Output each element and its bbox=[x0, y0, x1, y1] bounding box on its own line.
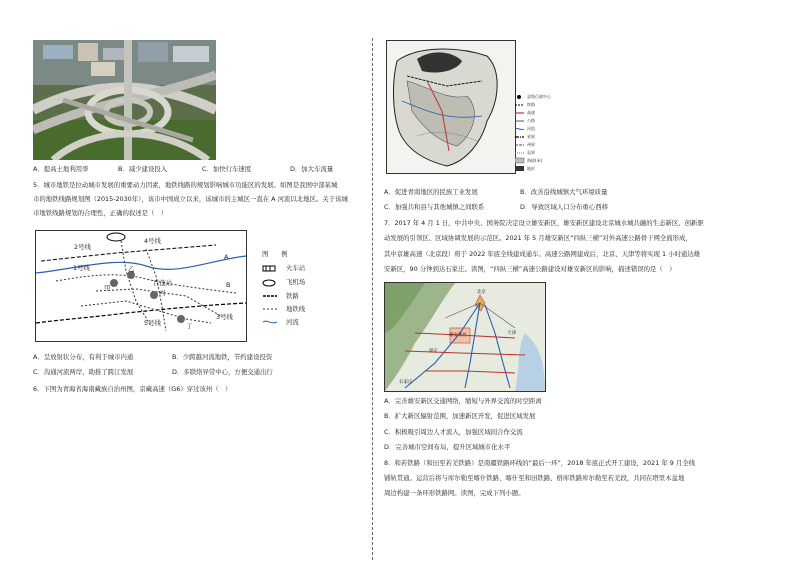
q4-option-b: B．减少建设投入 bbox=[118, 165, 168, 173]
qh-legend-county: 县级行政中心 bbox=[527, 94, 551, 99]
qh-legend-road: 公路 bbox=[527, 118, 535, 123]
metro-label-river-a: A bbox=[224, 253, 229, 261]
highway-interchange-photo bbox=[33, 40, 216, 160]
q7-option-d: D．完善城市空间布局，提升区域城市化水平 bbox=[384, 443, 511, 451]
xa-label-beijing: 北京 bbox=[477, 290, 486, 295]
xa-label-shijiazhuang: 石家庄 bbox=[399, 380, 413, 385]
q5-line-1: 5．城市地铁是拉动城市发展的重要动力因素，地铁线路的规划影响城市功能区的发展。如图是我国中部某城 bbox=[33, 181, 338, 189]
q4-option-d: D．加大车流量 bbox=[290, 165, 334, 173]
q6-stem: 6．下图为青海省海南藏族自治州图，京藏高速（G6）穿过该州（ ） bbox=[33, 385, 232, 393]
qh-legend-elevation: 海拔(米) bbox=[527, 158, 543, 163]
metro-label-bing: 丙 bbox=[159, 289, 166, 297]
q6-option-a: A．促进青南地区的民族工业发展 bbox=[384, 188, 478, 196]
legend-railway-station: 火车站 bbox=[286, 264, 306, 272]
metro-label-station: 百蓬站 bbox=[153, 279, 173, 287]
qh-legend-prefecture-border: 州界 bbox=[527, 142, 535, 147]
q7-line-4: 安新区，90 分钟到达石家庄。读图，“四纵三横”高速公路建设对雄安新区的影响，描述错误的是（ ） bbox=[384, 265, 676, 273]
q6-option-c: C．加强共和县与其他城镇之间联系 bbox=[384, 203, 485, 211]
q8-line-3: 周边构建一条环形铁路网。读图，完成下列小题。 bbox=[384, 489, 525, 497]
xa-label-xiongan: 雄安新区 bbox=[449, 333, 467, 338]
metro-map bbox=[35, 230, 247, 342]
q5-line-2: 市的地铁线路规划图（2015-2030年），该市中国成立以来，该城市的主城区一直在 A 河流以北地区。关于该城 bbox=[33, 195, 348, 203]
q7-option-b: B．扩大新区辐射范围，加速新区开发，促进区域发展 bbox=[384, 412, 536, 420]
metro-label-line1: 1号线 bbox=[73, 264, 90, 272]
metro-label-line2: 2号线 bbox=[74, 243, 91, 251]
legend-airport: 飞机场 bbox=[286, 278, 306, 286]
qinghai-map bbox=[386, 40, 516, 174]
legend-metro-line: 地铁线 bbox=[286, 305, 306, 313]
metro-label-b: B bbox=[226, 281, 231, 289]
xiongan-map bbox=[384, 282, 546, 392]
legend-river: 河流 bbox=[286, 318, 299, 326]
xa-label-baoding: 保定 bbox=[429, 349, 438, 354]
metro-label-jia: 甲 bbox=[104, 284, 111, 292]
qinghai-legend bbox=[515, 94, 567, 172]
q7-option-c: C．积极吸引周边人才流入，加强区域间合作交流 bbox=[384, 428, 523, 436]
column-divider bbox=[372, 38, 373, 560]
qh-legend-province-border: 省界 bbox=[527, 134, 535, 139]
q5-line-3: 市地铁线路规划的合理性，正确的叙述是（ ） bbox=[33, 209, 168, 217]
q5-option-b: B．少跨越河流地铁，节约建设投资 bbox=[172, 353, 273, 361]
q6-option-d: D．导致区域人口分布重心西移 bbox=[520, 203, 608, 211]
xa-label-tianjin: 天津 bbox=[507, 331, 516, 336]
qh-legend-county-border: 县界 bbox=[527, 150, 535, 155]
legend-title: 图 例 bbox=[262, 250, 288, 258]
q8-line-2: 铺轨贯通。运营后将与库尔勒至喀什铁路、喀什至和田铁路、格库铁路库尔勒至若羌段，共同在塔里木盆地 bbox=[384, 474, 685, 482]
q7-line-2: 动发展的引领区、区域协调发展的示范区。2021 年 5 月雄安新区“四纵三横”对外高速公路骨干网全面形成， bbox=[384, 234, 692, 242]
qh-legend-terrain: 地形 bbox=[527, 166, 535, 171]
metro-legend bbox=[262, 250, 342, 330]
metro-label-line3: 3号线 bbox=[216, 313, 233, 321]
metro-label-yi: 乙 bbox=[128, 265, 135, 273]
metro-label-line4: 4号线 bbox=[144, 237, 161, 245]
metro-label-line5: 5号线 bbox=[144, 319, 161, 327]
q8-line-1: 8．和若铁路（和田至若羌铁路）是南疆铁路环线的“最后一环”，2018 年底正式开工建设，2021 年 9 月全线 bbox=[384, 459, 696, 467]
q5-option-d: D．多联络异常中心，方便交通出行 bbox=[172, 368, 273, 376]
q7-line-1: 7．2017 年 4 月 1 日，中共中央、国务院决定设立雄安新区，雄安新区建设北京城水城共融的生态新区、创新驱 bbox=[384, 219, 704, 227]
qh-legend-expressway: 高速 bbox=[527, 110, 535, 115]
q4-option-c: C．加快行车速度 bbox=[202, 165, 252, 173]
q5-option-c: C．沟通河流两岸，助推了跨江发展 bbox=[33, 368, 134, 376]
q4-option-a: A．提高土地利用率 bbox=[33, 165, 89, 173]
q7-option-a: A．完善雄安新区交通网络，缩短与外界交流的时空距离 bbox=[384, 397, 542, 405]
legend-railway: 铁路 bbox=[286, 292, 299, 300]
metro-label-ding: 丁 bbox=[186, 322, 193, 330]
q6-option-b: B．改善沿线城镇大气环境质量 bbox=[520, 188, 608, 196]
q7-line-3: 其中京雄高速（北京段）将于 2022 年底全线建成通车。高速公路网建成后，北京、天津等将实现 1 小时通达雄 bbox=[384, 250, 701, 258]
qh-legend-railway: 铁路 bbox=[527, 102, 535, 107]
q5-option-a: A．呈放射状分布，有利于城市内通 bbox=[33, 353, 134, 361]
qh-legend-river: 河流 bbox=[527, 126, 535, 131]
